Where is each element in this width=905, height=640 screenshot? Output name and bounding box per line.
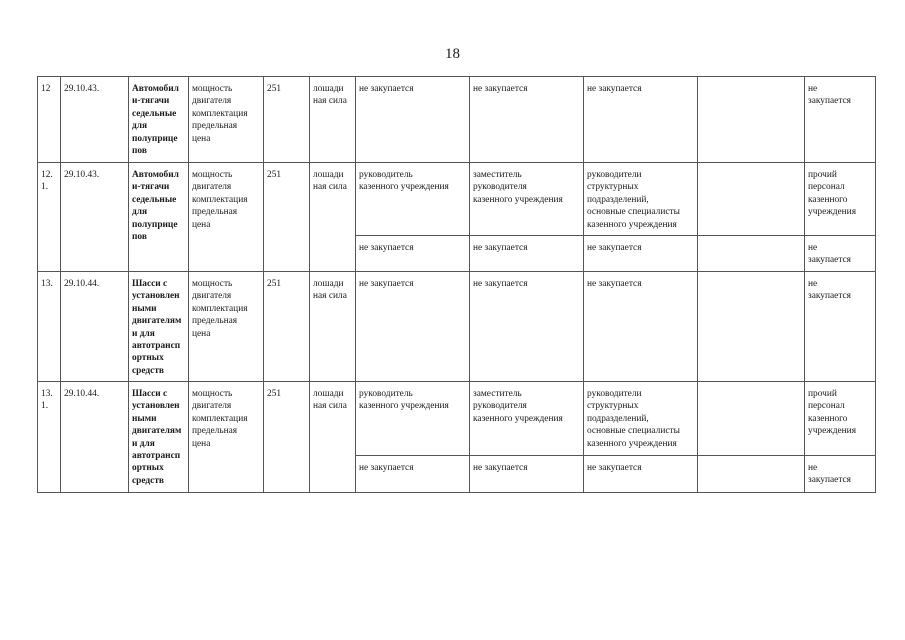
characteristic: мощность двигателя комплектация предельная цена	[189, 77, 264, 163]
unit-name: лошади ная сила	[310, 382, 356, 493]
table-row	[38, 272, 876, 382]
cell-value: руководитель казенного учреждения	[356, 163, 470, 236]
cell-value	[698, 456, 805, 493]
unit-name: лошади ная сила	[310, 163, 356, 272]
cell-value	[698, 163, 805, 236]
okpd-code: 29.10.44.	[61, 382, 129, 493]
cell-value	[698, 77, 805, 163]
row-number: 13.	[38, 272, 61, 382]
cell-value: руководители структурных подразделений, основные специалисты казенного учреждения	[584, 382, 698, 456]
characteristic: мощность двигателя комплектация предельная цена	[189, 163, 264, 272]
cell-value: не закупается	[356, 272, 470, 382]
cell-value: не закупается	[470, 272, 584, 382]
cell-value: не закупается	[584, 456, 698, 493]
cell-value: не закупается	[805, 236, 876, 272]
cell-value: руководители структурных подразделений, основные специалисты казенного учреждения	[584, 163, 698, 236]
unit-code: 251	[264, 163, 310, 272]
cell-value: не закупается	[470, 236, 584, 272]
row-number: 12	[38, 77, 61, 163]
item-name: Шасси с установлен ными двигателям и для автотрансп ортных средств	[129, 272, 189, 382]
cell-value: не закупается	[584, 77, 698, 163]
characteristic: мощность двигателя комплектация предельная цена	[189, 382, 264, 493]
cell-value: не закупается	[805, 456, 876, 493]
table-row	[38, 382, 876, 456]
item-name: Автомобил и-тягачи седельные для полуприце пов	[129, 77, 189, 163]
cell-value: не закупается	[584, 236, 698, 272]
cell-value: не закупается	[805, 77, 876, 163]
unit-code: 251	[264, 272, 310, 382]
cell-value: заместитель руководителя казенного учреждения	[470, 163, 584, 236]
row-number: 12. 1.	[38, 163, 61, 272]
unit-name: лошади ная сила	[310, 272, 356, 382]
unit-code: 251	[264, 77, 310, 163]
okpd-code: 29.10.43.	[61, 77, 129, 163]
cell-value: не закупается	[805, 272, 876, 382]
cell-value	[698, 236, 805, 272]
cell-value: не закупается	[356, 77, 470, 163]
cell-value: не закупается	[356, 236, 470, 272]
okpd-code: 29.10.43.	[61, 163, 129, 272]
cell-value: не закупается	[470, 77, 584, 163]
item-name: Автомобил и-тягачи седельные для полуприце пов	[129, 163, 189, 272]
cell-value: заместитель руководителя казенного учреждения	[470, 382, 584, 456]
catalog-table	[37, 76, 876, 493]
cell-value: прочий персонал казенного учреждения	[805, 382, 876, 456]
item-name: Шасси с установлен ными двигателям и для автотрансп ортных средств	[129, 382, 189, 493]
unit-code: 251	[264, 382, 310, 493]
cell-value	[698, 272, 805, 382]
row-number: 13. 1.	[38, 382, 61, 493]
okpd-code: 29.10.44.	[61, 272, 129, 382]
cell-value	[698, 382, 805, 456]
cell-value: не закупается	[584, 272, 698, 382]
cell-value: не закупается	[470, 456, 584, 493]
cell-value: прочий персонал казенного учреждения	[805, 163, 876, 236]
cell-value: руководитель казенного учреждения	[356, 382, 470, 456]
unit-name: лошади ная сила	[310, 77, 356, 163]
table-row	[38, 77, 876, 163]
table-row	[38, 163, 876, 236]
page-number: 18	[445, 46, 460, 62]
characteristic: мощность двигателя комплектация предельная цена	[189, 272, 264, 382]
cell-value: не закупается	[356, 456, 470, 493]
